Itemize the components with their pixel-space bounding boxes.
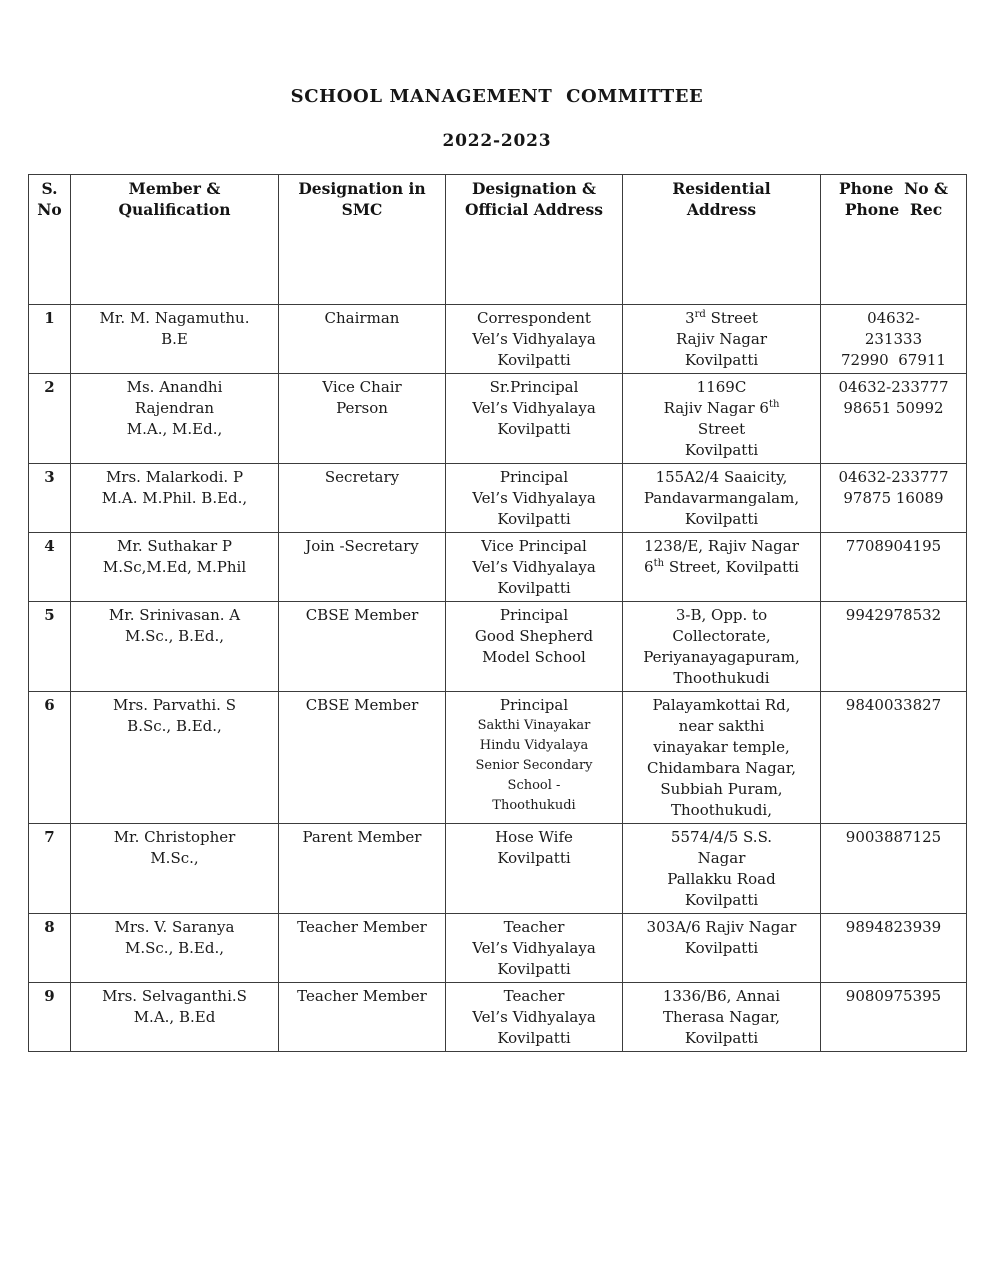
- cell-member: [71, 602, 279, 692]
- table-row: [29, 533, 967, 602]
- cell-line: Designation in: [298, 179, 426, 198]
- header-row: [29, 175, 967, 305]
- cell-designation: [279, 374, 446, 464]
- cell-line: M.A., B.Ed: [133, 1008, 216, 1026]
- cell-line: S.: [41, 179, 58, 198]
- cell-line: Kovilpatti: [497, 420, 571, 438]
- cell-member: [71, 914, 279, 983]
- cell-residential: [623, 692, 821, 824]
- cell-official: [446, 533, 623, 602]
- cell-line: Mrs. Parvathi. S: [112, 696, 236, 714]
- cell-line: Senior Secondary: [475, 758, 593, 773]
- table-row: [29, 983, 967, 1052]
- cell-line: Kovilpatti: [497, 351, 571, 369]
- cell-phone: [821, 824, 967, 914]
- cell-line: Palayamkottai Rd,: [652, 696, 791, 714]
- cell-line: vinayakar temple,: [653, 738, 790, 756]
- cell-line: 6: [44, 696, 55, 714]
- cell-line: 6th Street, Kovilpatti: [644, 558, 799, 576]
- cell-official: [446, 983, 623, 1052]
- cell-member: [71, 692, 279, 824]
- cell-line: 1238/E, Rajiv Nagar: [644, 537, 799, 555]
- cell-line: 97875 16089: [843, 489, 944, 507]
- cell-residential: [623, 533, 821, 602]
- table-row: [29, 464, 967, 533]
- cell-line: Residential: [672, 179, 771, 198]
- table-body: [29, 305, 967, 1052]
- cell-official: [446, 464, 623, 533]
- cell-line: Kovilpatti: [684, 441, 759, 459]
- header-designation: [279, 175, 446, 305]
- cell-line: Vel’s Vidhyalaya: [472, 1008, 596, 1026]
- cell-sno: [29, 983, 71, 1052]
- smc-table: [28, 174, 967, 1052]
- cell-line: 1336/B6, Annai: [662, 987, 781, 1005]
- cell-line: Rajendran: [134, 399, 215, 417]
- cell-line: Periyanayagapuram,: [643, 648, 800, 666]
- cell-phone: [821, 374, 967, 464]
- ordinal-superscript: th: [768, 399, 780, 410]
- cell-line: 9894823939: [845, 918, 942, 936]
- cell-line: Kovilpatti: [497, 510, 571, 528]
- cell-line: Therasa Nagar,: [663, 1008, 780, 1026]
- cell-line: 3rd Street: [685, 309, 758, 327]
- cell-phone: [821, 914, 967, 983]
- cell-line: Kovilpatti: [497, 579, 571, 597]
- cell-phone: [821, 692, 967, 824]
- cell-line: 1169C: [696, 378, 747, 396]
- cell-line: 231333: [864, 330, 923, 348]
- cell-line: Mrs. Selvaganthi.S: [102, 987, 247, 1005]
- cell-line: Nagar: [697, 849, 746, 867]
- cell-line: Vel’s Vidhyalaya: [472, 399, 596, 417]
- cell-line: Hindu Vidyalaya: [479, 738, 589, 753]
- header-residential: [623, 175, 821, 305]
- cell-line: M.Sc.,: [150, 849, 199, 867]
- cell-line: Vel’s Vidhyalaya: [472, 558, 596, 576]
- cell-designation: [279, 824, 446, 914]
- cell-line: Kovilpatti: [684, 351, 759, 369]
- cell-line: Member &: [128, 179, 221, 198]
- cell-sno: [29, 914, 71, 983]
- cell-line: Vel’s Vidhyalaya: [472, 330, 596, 348]
- cell-designation: [279, 983, 446, 1052]
- cell-line: Chidambara Nagar,: [646, 759, 797, 777]
- cell-line: Good Shepherd: [474, 627, 594, 645]
- cell-line: Thoothukudi: [673, 669, 770, 687]
- cell-line: 9942978532: [845, 606, 942, 624]
- cell-line: Correspondent: [477, 309, 591, 327]
- cell-official: [446, 914, 623, 983]
- cell-line: Phone No &: [838, 179, 949, 198]
- cell-line: Ms. Anandhi: [126, 378, 223, 396]
- cell-line: 8: [44, 918, 55, 936]
- cell-phone: [821, 305, 967, 374]
- cell-line: Principal: [499, 696, 569, 714]
- cell-residential: [623, 914, 821, 983]
- cell-line: 3-B, Opp. to: [675, 606, 768, 624]
- cell-line: Kovilpatti: [684, 939, 759, 957]
- cell-line: 5574/4/5 S.S.: [670, 828, 773, 846]
- cell-line: 9003887125: [845, 828, 942, 846]
- cell-member: [71, 374, 279, 464]
- cell-line: Sr.Principal: [489, 378, 579, 396]
- header-official: [446, 175, 623, 305]
- cell-line: Rajiv Nagar 6th: [663, 399, 780, 417]
- cell-line: Principal: [499, 606, 569, 624]
- cell-line: M.A., M.Ed.,: [126, 420, 223, 438]
- cell-line: Kovilpatti: [497, 1029, 571, 1047]
- cell-line: Qualification: [118, 200, 231, 219]
- cell-sno: [29, 824, 71, 914]
- cell-line: Pallakku Road: [667, 870, 776, 888]
- cell-residential: [623, 374, 821, 464]
- cell-line: Vel’s Vidhyalaya: [472, 489, 596, 507]
- cell-line: Chairman: [324, 309, 400, 327]
- cell-line: M.Sc., B.Ed.,: [125, 627, 224, 645]
- cell-member: [71, 533, 279, 602]
- cell-line: Teacher Member: [297, 987, 427, 1005]
- cell-line: Mr. M. Nagamuthu.: [99, 309, 250, 327]
- cell-line: Sakthi Vinayakar: [477, 718, 591, 733]
- cell-line: M.Sc., B.Ed.,: [125, 939, 224, 957]
- cell-line: Street: [697, 420, 746, 438]
- cell-sno: [29, 305, 71, 374]
- cell-official: [446, 692, 623, 824]
- cell-line: Teacher: [503, 918, 565, 936]
- cell-line: Hose Wife: [495, 828, 573, 846]
- cell-sno: [29, 464, 71, 533]
- cell-line: Mr. Christopher: [113, 828, 236, 846]
- cell-line: Teacher: [503, 987, 565, 1005]
- cell-line: 4: [44, 537, 55, 555]
- cell-line: Mr. Srinivasan. A: [108, 606, 241, 624]
- cell-official: [446, 374, 623, 464]
- cell-line: CBSE Member: [305, 606, 419, 624]
- cell-line: 7708904195: [845, 537, 942, 555]
- cell-line: Kovilpatti: [497, 960, 571, 978]
- cell-line: Official Address: [465, 200, 603, 219]
- cell-line: 303A/6 Rajiv Nagar: [646, 918, 797, 936]
- cell-line: 7: [44, 828, 55, 846]
- cell-phone: [821, 602, 967, 692]
- cell-line: Vice Chair: [322, 378, 402, 396]
- cell-line: 9840033827: [845, 696, 942, 714]
- cell-designation: [279, 464, 446, 533]
- cell-line: Address: [686, 200, 757, 219]
- cell-phone: [821, 983, 967, 1052]
- cell-line: 9: [44, 987, 55, 1005]
- cell-designation: [279, 305, 446, 374]
- cell-line: 3: [44, 468, 55, 486]
- cell-line: Subbiah Puram,: [660, 780, 783, 798]
- cell-sno: [29, 692, 71, 824]
- cell-line: Rajiv Nagar: [675, 330, 768, 348]
- cell-member: [71, 824, 279, 914]
- cell-line: Teacher Member: [297, 918, 427, 936]
- cell-sno: [29, 533, 71, 602]
- cell-line: Vice Principal: [481, 537, 587, 555]
- cell-designation: [279, 533, 446, 602]
- cell-official: [446, 824, 623, 914]
- cell-line: Parent Member: [302, 828, 422, 846]
- cell-line: Kovilpatti: [684, 891, 759, 909]
- cell-member: [71, 983, 279, 1052]
- cell-line: Mr. Suthakar P: [116, 537, 233, 555]
- cell-line: 04632-: [867, 309, 920, 327]
- cell-line: SMC: [341, 200, 383, 219]
- page-subtitle: 2022-2023: [442, 131, 552, 151]
- cell-residential: [623, 305, 821, 374]
- cell-line: 1: [44, 309, 55, 327]
- cell-phone: [821, 464, 967, 533]
- cell-line: near sakthi: [678, 717, 765, 735]
- page-title: SCHOOL MANAGEMENT COMMITTEE: [290, 86, 704, 107]
- table-row: [29, 914, 967, 983]
- table-row: [29, 602, 967, 692]
- cell-residential: [623, 983, 821, 1052]
- cell-line: Phone Rec: [844, 200, 943, 219]
- table-row: [29, 305, 967, 374]
- cell-line: Designation &: [471, 179, 597, 198]
- cell-line: Thoothukudi,: [671, 801, 772, 819]
- table-header: [29, 175, 967, 305]
- cell-line: 155A2/4 Saaicity,: [655, 468, 788, 486]
- cell-line: M.A. M.Phil. B.Ed.,: [101, 489, 248, 507]
- header-member: [71, 175, 279, 305]
- cell-designation: [279, 602, 446, 692]
- cell-line: 98651 50992: [843, 399, 944, 417]
- cell-line: Join -Secretary: [305, 537, 419, 555]
- cell-line: Secretary: [324, 468, 400, 486]
- cell-line: Vel’s Vidhyalaya: [472, 939, 596, 957]
- cell-line: B.E: [161, 330, 188, 348]
- cell-phone: [821, 533, 967, 602]
- cell-official: [446, 602, 623, 692]
- header-sno: [29, 175, 71, 305]
- cell-line: Thoothukudi: [492, 798, 576, 813]
- cell-line: 5: [44, 606, 55, 624]
- cell-line: 72990 67911: [841, 351, 946, 369]
- cell-line: Principal: [499, 468, 569, 486]
- cell-line: 9080975395: [845, 987, 942, 1005]
- cell-line: Mrs. V. Saranya: [114, 918, 235, 936]
- cell-line: Model School: [482, 648, 586, 666]
- table-row: [29, 824, 967, 914]
- cell-line: Kovilpatti: [497, 849, 571, 867]
- cell-residential: [623, 464, 821, 533]
- cell-line: Person: [336, 399, 388, 417]
- table-row: [29, 374, 967, 464]
- cell-residential: [623, 602, 821, 692]
- cell-residential: [623, 824, 821, 914]
- header-phone: [821, 175, 967, 305]
- cell-line: No: [37, 200, 62, 219]
- ordinal-superscript: th: [653, 558, 665, 569]
- cell-sno: [29, 374, 71, 464]
- cell-line: Kovilpatti: [684, 510, 759, 528]
- cell-line: Collectorate,: [672, 627, 771, 645]
- cell-line: M.Sc,M.Ed, M.Phil: [102, 558, 247, 576]
- cell-line: 04632-233777: [838, 378, 949, 396]
- cell-line: CBSE Member: [305, 696, 419, 714]
- cell-line: Kovilpatti: [684, 1029, 759, 1047]
- table-row: [29, 692, 967, 824]
- cell-member: [71, 305, 279, 374]
- cell-member: [71, 464, 279, 533]
- cell-line: 2: [44, 378, 55, 396]
- cell-designation: [279, 692, 446, 824]
- cell-line: 04632-233777: [838, 468, 949, 486]
- ordinal-superscript: rd: [694, 309, 706, 320]
- cell-designation: [279, 914, 446, 983]
- cell-line: B.Sc., B.Ed.,: [127, 717, 222, 735]
- cell-official: [446, 305, 623, 374]
- cell-sno: [29, 602, 71, 692]
- cell-line: Pandavarmangalam,: [643, 489, 800, 507]
- cell-line: Mrs. Malarkodi. P: [105, 468, 244, 486]
- cell-line: School -: [507, 778, 561, 793]
